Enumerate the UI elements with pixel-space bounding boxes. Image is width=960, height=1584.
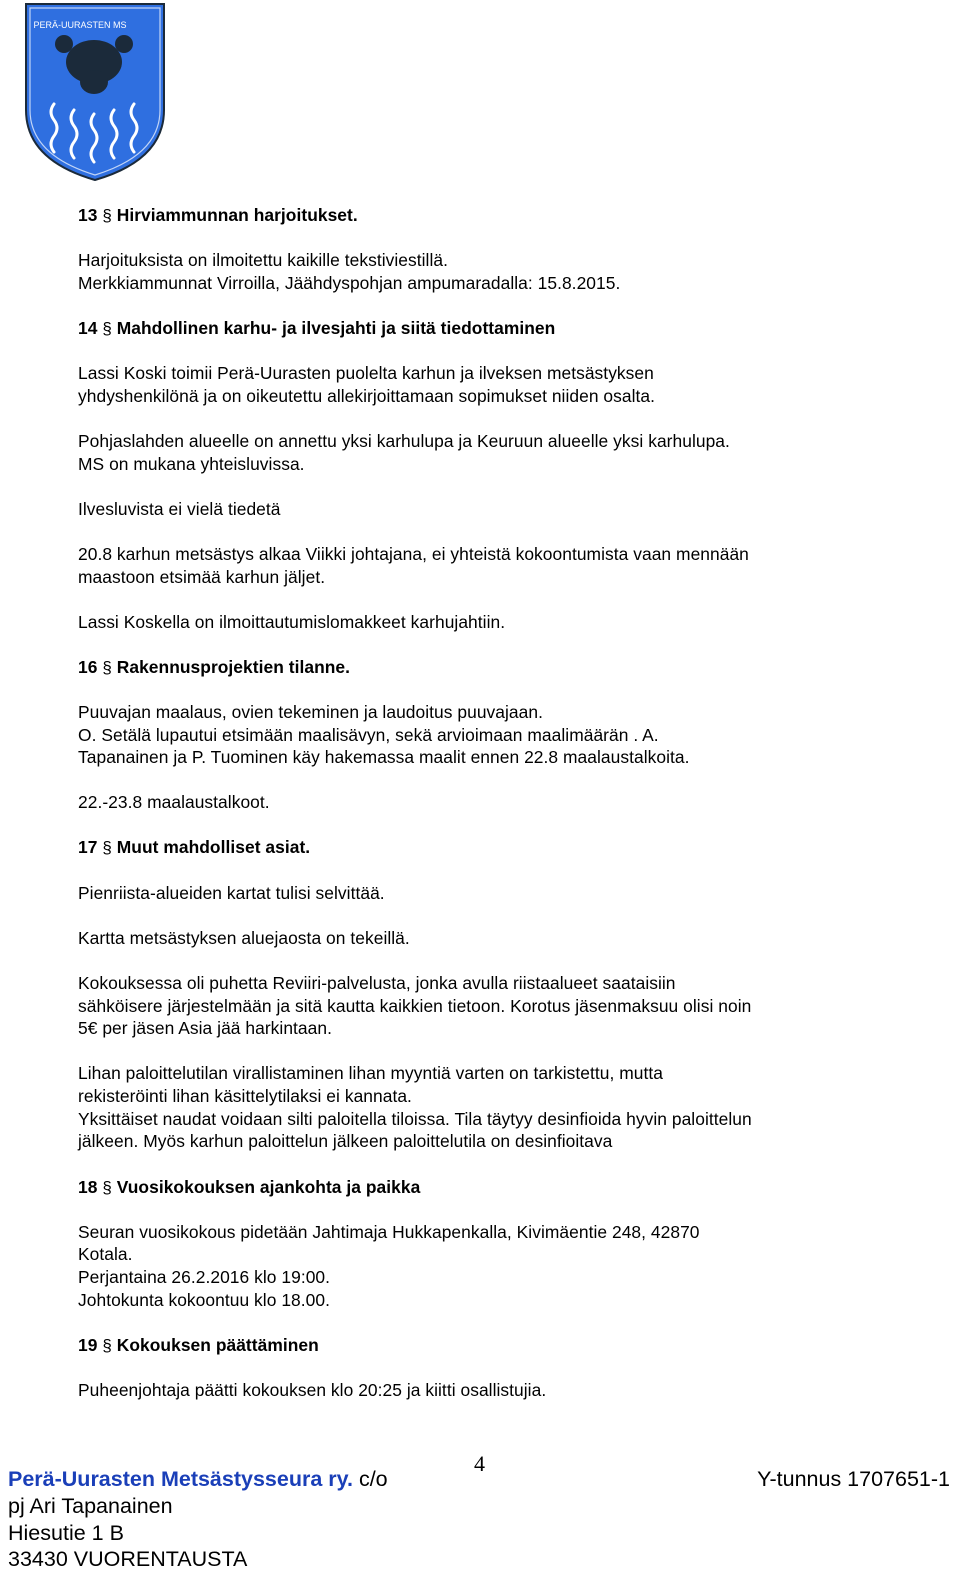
paragraph-line: Merkkiammunnat Virroilla, Jäähdyspohjan ampumaradalla: 15.8.2015. [78,273,621,293]
paragraph-line: Kokouksessa oli puhetta Reviiri-palvelusta, jonka avulla riistaalueet saataisiin [78,973,676,993]
paragraph-line: Harjoituksista on ilmoitettu kaikille tekstiviestillä. [78,250,448,270]
paragraph-line: Ilvesluvista ei vielä tiedetä [78,499,281,519]
section-heading: 16 § Rakennusprojektien tilanne. [78,657,351,677]
paragraph-line: 20.8 karhun metsästys alkaa Viikki johtajana, ei yhteistä kokoontumista vaan mennään [78,544,749,564]
paragraph-line: Seuran vuosikokous pidetään Jahtimaja Hukkapenkalla, Kivimäentie 248, 42870 [78,1222,700,1242]
paragraph-line: Lihan paloittelutilan virallistaminen lihan myyntiä varten on tarkistettu, mutta [78,1063,663,1083]
paragraph-line: Lassi Koski toimii Perä-Uurasten puolelta karhun ja ilveksen metsästyksen [78,363,654,383]
paragraph-line: rekisteröinti lihan käsittelytilaksi ei kannata. [78,1086,412,1106]
paragraph-line: 5€ per jäsen Asia jää harkintaan. [78,1018,332,1038]
business-id: Y-tunnus 1707651-1 [757,1467,950,1491]
paragraph-line: yhdyshenkilönä ja on oikeutettu allekirjoittamaan sopimukset niiden osalta. [78,386,656,406]
footer-contact: pj Ari Tapanainen [8,1494,173,1518]
paragraph-line: Puheenjohtaja päätti kokouksen klo 20:25 ja kiitti osallistujia. [78,1380,547,1400]
paragraph-line: Pohjaslahden alueelle on annettu yksi karhulupa ja Keuruun alueelle yksi karhulupa. [78,431,730,451]
paragraph-line: jälkeen. Myös karhun paloittelun jälkeen paloittelutila on desinfioitava [78,1131,613,1151]
section-heading: 19 § Kokouksen päättäminen [78,1335,319,1355]
paragraph-line: Perjantaina 26.2.2016 klo 19:00. [78,1267,331,1287]
paragraph-line: MS on mukana yhteisluvissa. [78,454,305,474]
paragraph-line: Kotala. [78,1244,133,1264]
section-heading: 13 § Hirviammunnan harjoitukset. [78,205,358,225]
paragraph-line: O. Setälä lupautui etsimään maalisävyn, sekä arvioimaan maalimäärän . A. [78,725,659,745]
paragraph-line: 22.-23.8 maalaustalkoot. [78,792,270,812]
footer-org-line [8,1466,388,1492]
paragraph-line: maastoon etsimää karhun jäljet. [78,567,326,587]
paragraph-line: Lassi Koskella on ilmoittautumislomakkeet karhujahtiin. [78,612,506,632]
paragraph-line: sähköisere järjestelmään ja sitä kautta kaikkien tietoon. Korotus jäsenmaksuu olisi noin [78,996,752,1016]
section-heading: 14 § Mahdollinen karhu- ja ilvesjahti ja siitä tiedottaminen [78,318,556,338]
paragraph-line: Yksittäiset naudat voidaan silti paloitella tiloissa. Tila täytyy desinfioida hyvin paloittelun [78,1109,752,1129]
org-suffix: c/o [352,1467,388,1491]
footer-city: 33430 VUORENTAUSTA [8,1547,248,1571]
paragraph-line: Johtokunta kokoontuu klo 18.00. [78,1290,330,1310]
org-name: Perä-Uurasten Metsästysseura ry. [8,1467,353,1491]
club-logo [22,0,168,184]
paragraph-line: Tapanainen ja P. Tuominen käy hakemassa maalit ennen 22.8 maalaustalkoita. [78,747,690,767]
logo-text: PERÄ-UURASTEN MS [33,20,127,30]
paragraph-line: Pienriista-alueiden kartat tulisi selvittää. [78,883,385,903]
page-number: 4 [474,1451,485,1476]
section-heading: 17 § Muut mahdolliset asiat. [78,837,311,857]
paragraph-line: Puuvajan maalaus, ovien tekeminen ja laudoitus puuvajaan. [78,702,543,722]
paragraph-line: Kartta metsästyksen aluejaosta on tekeillä. [78,928,410,948]
section-heading: 18 § Vuosikokouksen ajankohta ja paikka [78,1177,421,1197]
footer-street: Hiesutie 1 B [8,1521,124,1545]
